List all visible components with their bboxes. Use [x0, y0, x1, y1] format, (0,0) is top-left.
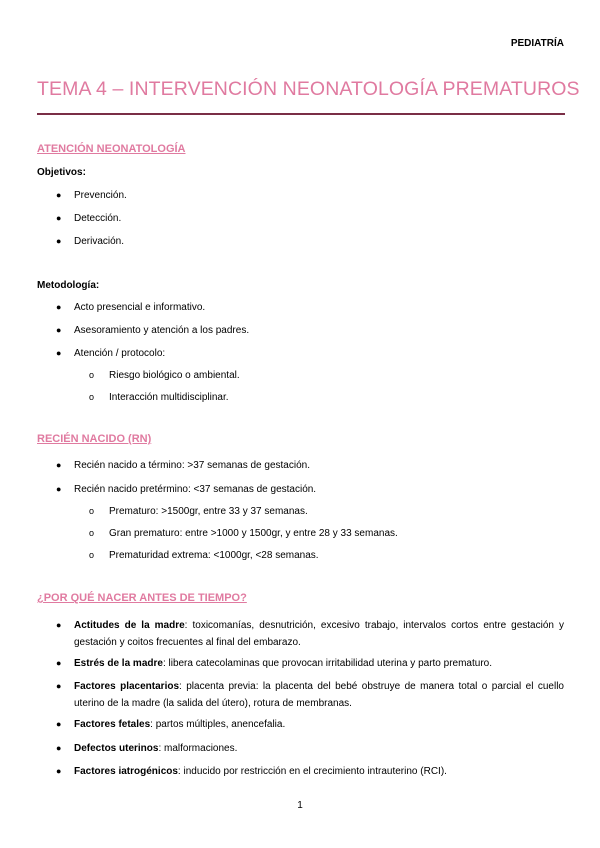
metodologia-label: Metodología:	[37, 280, 100, 291]
list-item: ● Detección.	[56, 213, 122, 224]
sub-list-item: o Gran prematuro: entre >1000 y 1500gr, y entre 28 y 33 semanas.	[89, 528, 398, 539]
list-item: ● Recién nacido pretérmino: <37 semanas de gestación.	[56, 484, 317, 495]
bullet-icon: ●	[56, 681, 62, 691]
list-item: ● Asesoramiento y atención a los padres.	[56, 325, 250, 336]
bullet-icon: ●	[56, 325, 62, 335]
circle-bullet-icon: o	[89, 528, 95, 538]
page-number: 1	[297, 800, 303, 811]
bullet-icon: ●	[56, 620, 62, 630]
section-heading-atencion: ATENCIÓN NEONATOLOGÍA	[37, 143, 186, 155]
circle-bullet-icon: o	[89, 550, 95, 560]
list-item: ● Prevención.	[56, 190, 127, 201]
bullet-icon: ●	[56, 743, 62, 753]
list-item: ● Factores fetales: partos múltiples, anencefalia.	[74, 716, 564, 733]
list-item: ● Atención / protocolo:	[56, 348, 166, 359]
bullet-icon: ●	[56, 302, 62, 312]
sub-list-item: o Prematuridad extrema: <1000gr, <28 semanas.	[89, 550, 319, 561]
title-divider	[37, 113, 565, 115]
list-item: ● Estrés de la madre: libera catecolaminas que provocan irritabilidad uterina y parto prematuro.	[74, 655, 564, 672]
objetivos-label: Objetivos:	[37, 167, 86, 178]
list-item: ● Derivación.	[56, 236, 125, 247]
bullet-icon: ●	[56, 190, 62, 200]
bullet-icon: ●	[56, 719, 62, 729]
bullet-icon: ●	[56, 484, 62, 494]
list-item: ● Factores iatrogénicos: inducido por restricción en el crecimiento intrauterino (RCI).	[74, 763, 564, 780]
list-item: ● Defectos uterinos: malformaciones.	[74, 740, 564, 757]
sub-list-item: o Interacción multidisciplinar.	[89, 392, 229, 403]
section-heading-rn: RECIÉN NACIDO (RN)	[37, 433, 152, 445]
bullet-icon: ●	[56, 213, 62, 223]
list-item: ● Recién nacido a término: >37 semanas de gestación.	[56, 460, 310, 471]
running-header: PEDIATRÍA	[510, 38, 564, 49]
bullet-icon: ●	[56, 460, 62, 470]
circle-bullet-icon: o	[89, 506, 95, 516]
list-item: ● Actitudes de la madre: toxicomanías, desnutrición, excesivo trabajo, intervalos cortos entre gestación y gestación y coitos frecuentes al final del embarazo.	[74, 617, 564, 651]
bullet-icon: ●	[56, 348, 62, 358]
sub-list-item: o Prematuro: >1500gr, entre 33 y 37 semanas.	[89, 506, 308, 517]
page-title: TEMA 4 – INTERVENCIÓN NEONATOLOGÍA PREMATUROS	[37, 78, 580, 100]
section-heading-porque: ¿POR QUÉ NACER ANTES DE TIEMPO?	[37, 592, 247, 604]
bullet-icon: ●	[56, 658, 62, 668]
list-item: ● Acto presencial e informativo.	[56, 302, 206, 313]
list-item: ● Factores placentarios: placenta previa: la placenta del bebé obstruye de manera total o parcial el cuello uterino de la madre (la salida del útero), rotura de membranas.	[74, 678, 564, 712]
sub-list-item: o Riesgo biológico o ambiental.	[89, 370, 240, 381]
circle-bullet-icon: o	[89, 392, 95, 402]
bullet-icon: ●	[56, 236, 62, 246]
circle-bullet-icon: o	[89, 370, 95, 380]
bullet-icon: ●	[56, 766, 62, 776]
